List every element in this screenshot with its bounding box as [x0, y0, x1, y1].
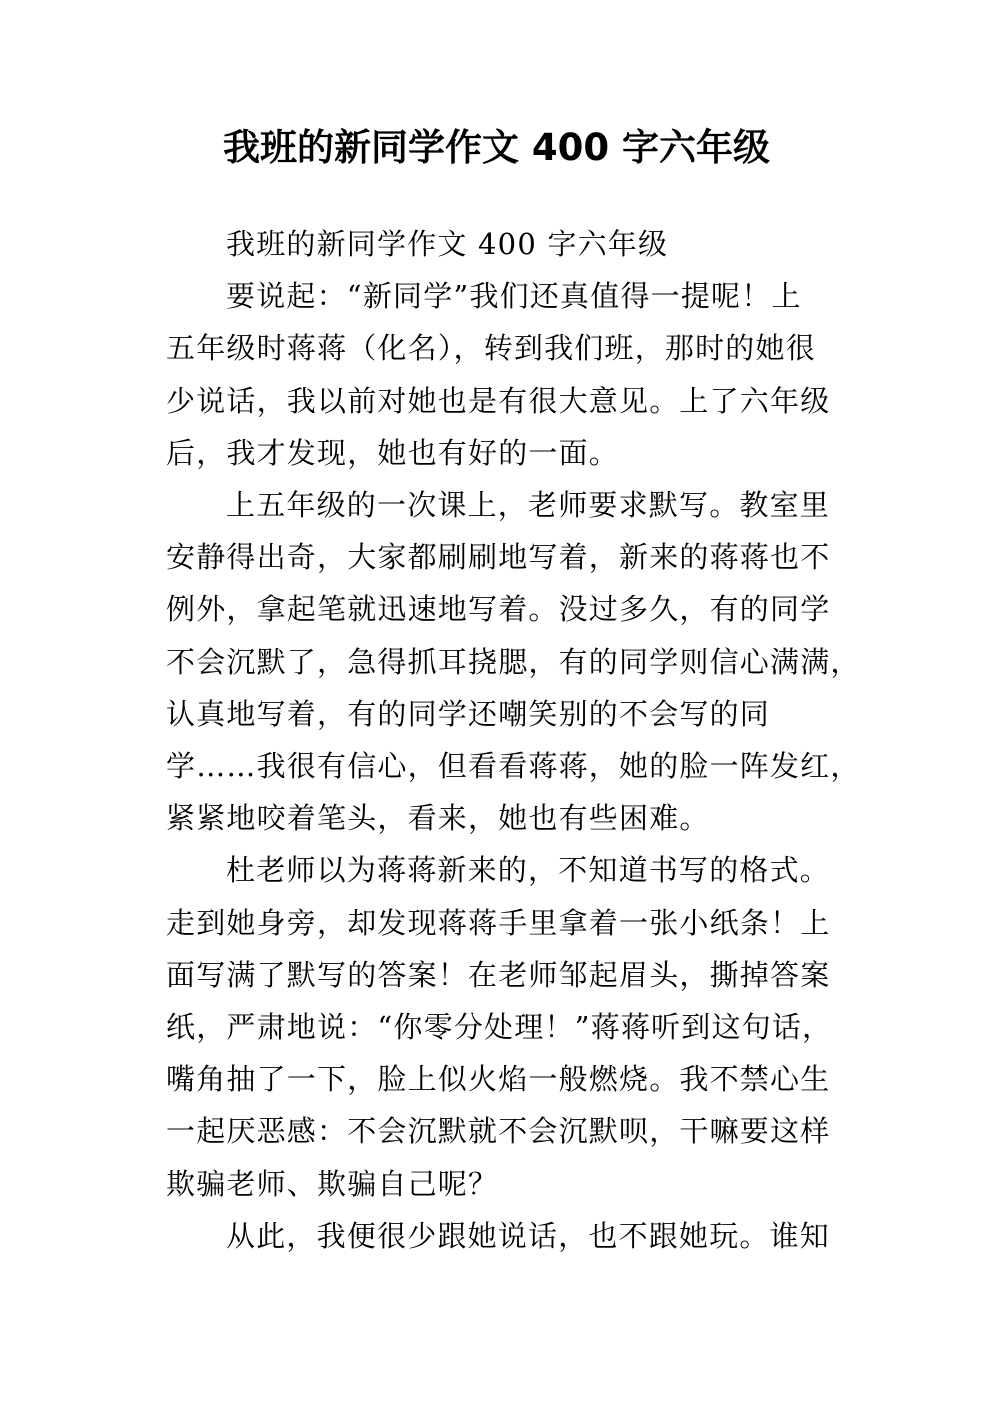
paragraph-4 — [166, 1210, 832, 1262]
text-line: 紧紧地咬着笔头，看来，她也有些困难。 — [166, 801, 710, 836]
text-line: 杜老师以为蒋蒋新来的，不知道书写的格式。 — [226, 853, 831, 888]
paragraph-3 — [166, 844, 832, 1209]
paragraph-subtitle — [166, 218, 832, 270]
text-line: 嘴角抽了一下，脸上似火焰一般燃烧。我不禁心生 — [166, 1062, 831, 1097]
text-line: 后，我才发现，她也有好的一面。 — [166, 435, 620, 470]
text-line: 走到她身旁，却发现蒋蒋手里拿着一张小纸条！上 — [166, 905, 831, 940]
document-body — [166, 218, 861, 1262]
paragraph-2 — [166, 479, 861, 844]
paragraph-1 — [166, 270, 832, 479]
text-line: 认真地写着，有的同学还嘲笑别的不会写的同 — [166, 696, 771, 731]
text-line: 不会沉默了，急得抓耳挠腮，有的同学则信心满满， — [166, 644, 861, 679]
text-line: 纸，严肃地说：“你零分处理！”蒋蒋听到这句话， — [166, 1010, 833, 1045]
text-line: 欺骗老师、欺骗自己呢？ — [166, 1166, 499, 1201]
text-line: 从此，我便很少跟她说话，也不跟她玩。谁知 — [226, 1218, 831, 1253]
text-line: 要说起：“新同学”我们还真值得一提呢！上 — [226, 279, 802, 314]
text-line: 我班的新同学作文 400 字六年级 — [226, 227, 669, 261]
text-line: 一起厌恶感：不会沉默就不会沉默呗，干嘛要这样 — [166, 1114, 831, 1149]
text-line: 少说话，我以前对她也是有很大意见。上了六年级 — [166, 383, 831, 418]
text-line: 学……我很有信心，但看看蒋蒋，她的脸一阵发红， — [166, 749, 861, 784]
text-line: 五年级时蒋蒋（化名），转到我们班，那时的她很 — [166, 331, 816, 366]
document-title: 我班的新同学作文 400 字六年级 — [223, 126, 770, 169]
text-line: 上五年级的一次课上，老师要求默写。教室里 — [226, 488, 831, 523]
text-line: 安静得出奇，大家都刷刷地写着，新来的蒋蒋也不 — [166, 540, 831, 575]
text-line: 面写满了默写的答案！在老师邹起眉头，撕掉答案 — [166, 957, 831, 992]
text-line: 例外，拿起笔就迅速地写着。没过多久，有的同学 — [166, 592, 831, 627]
